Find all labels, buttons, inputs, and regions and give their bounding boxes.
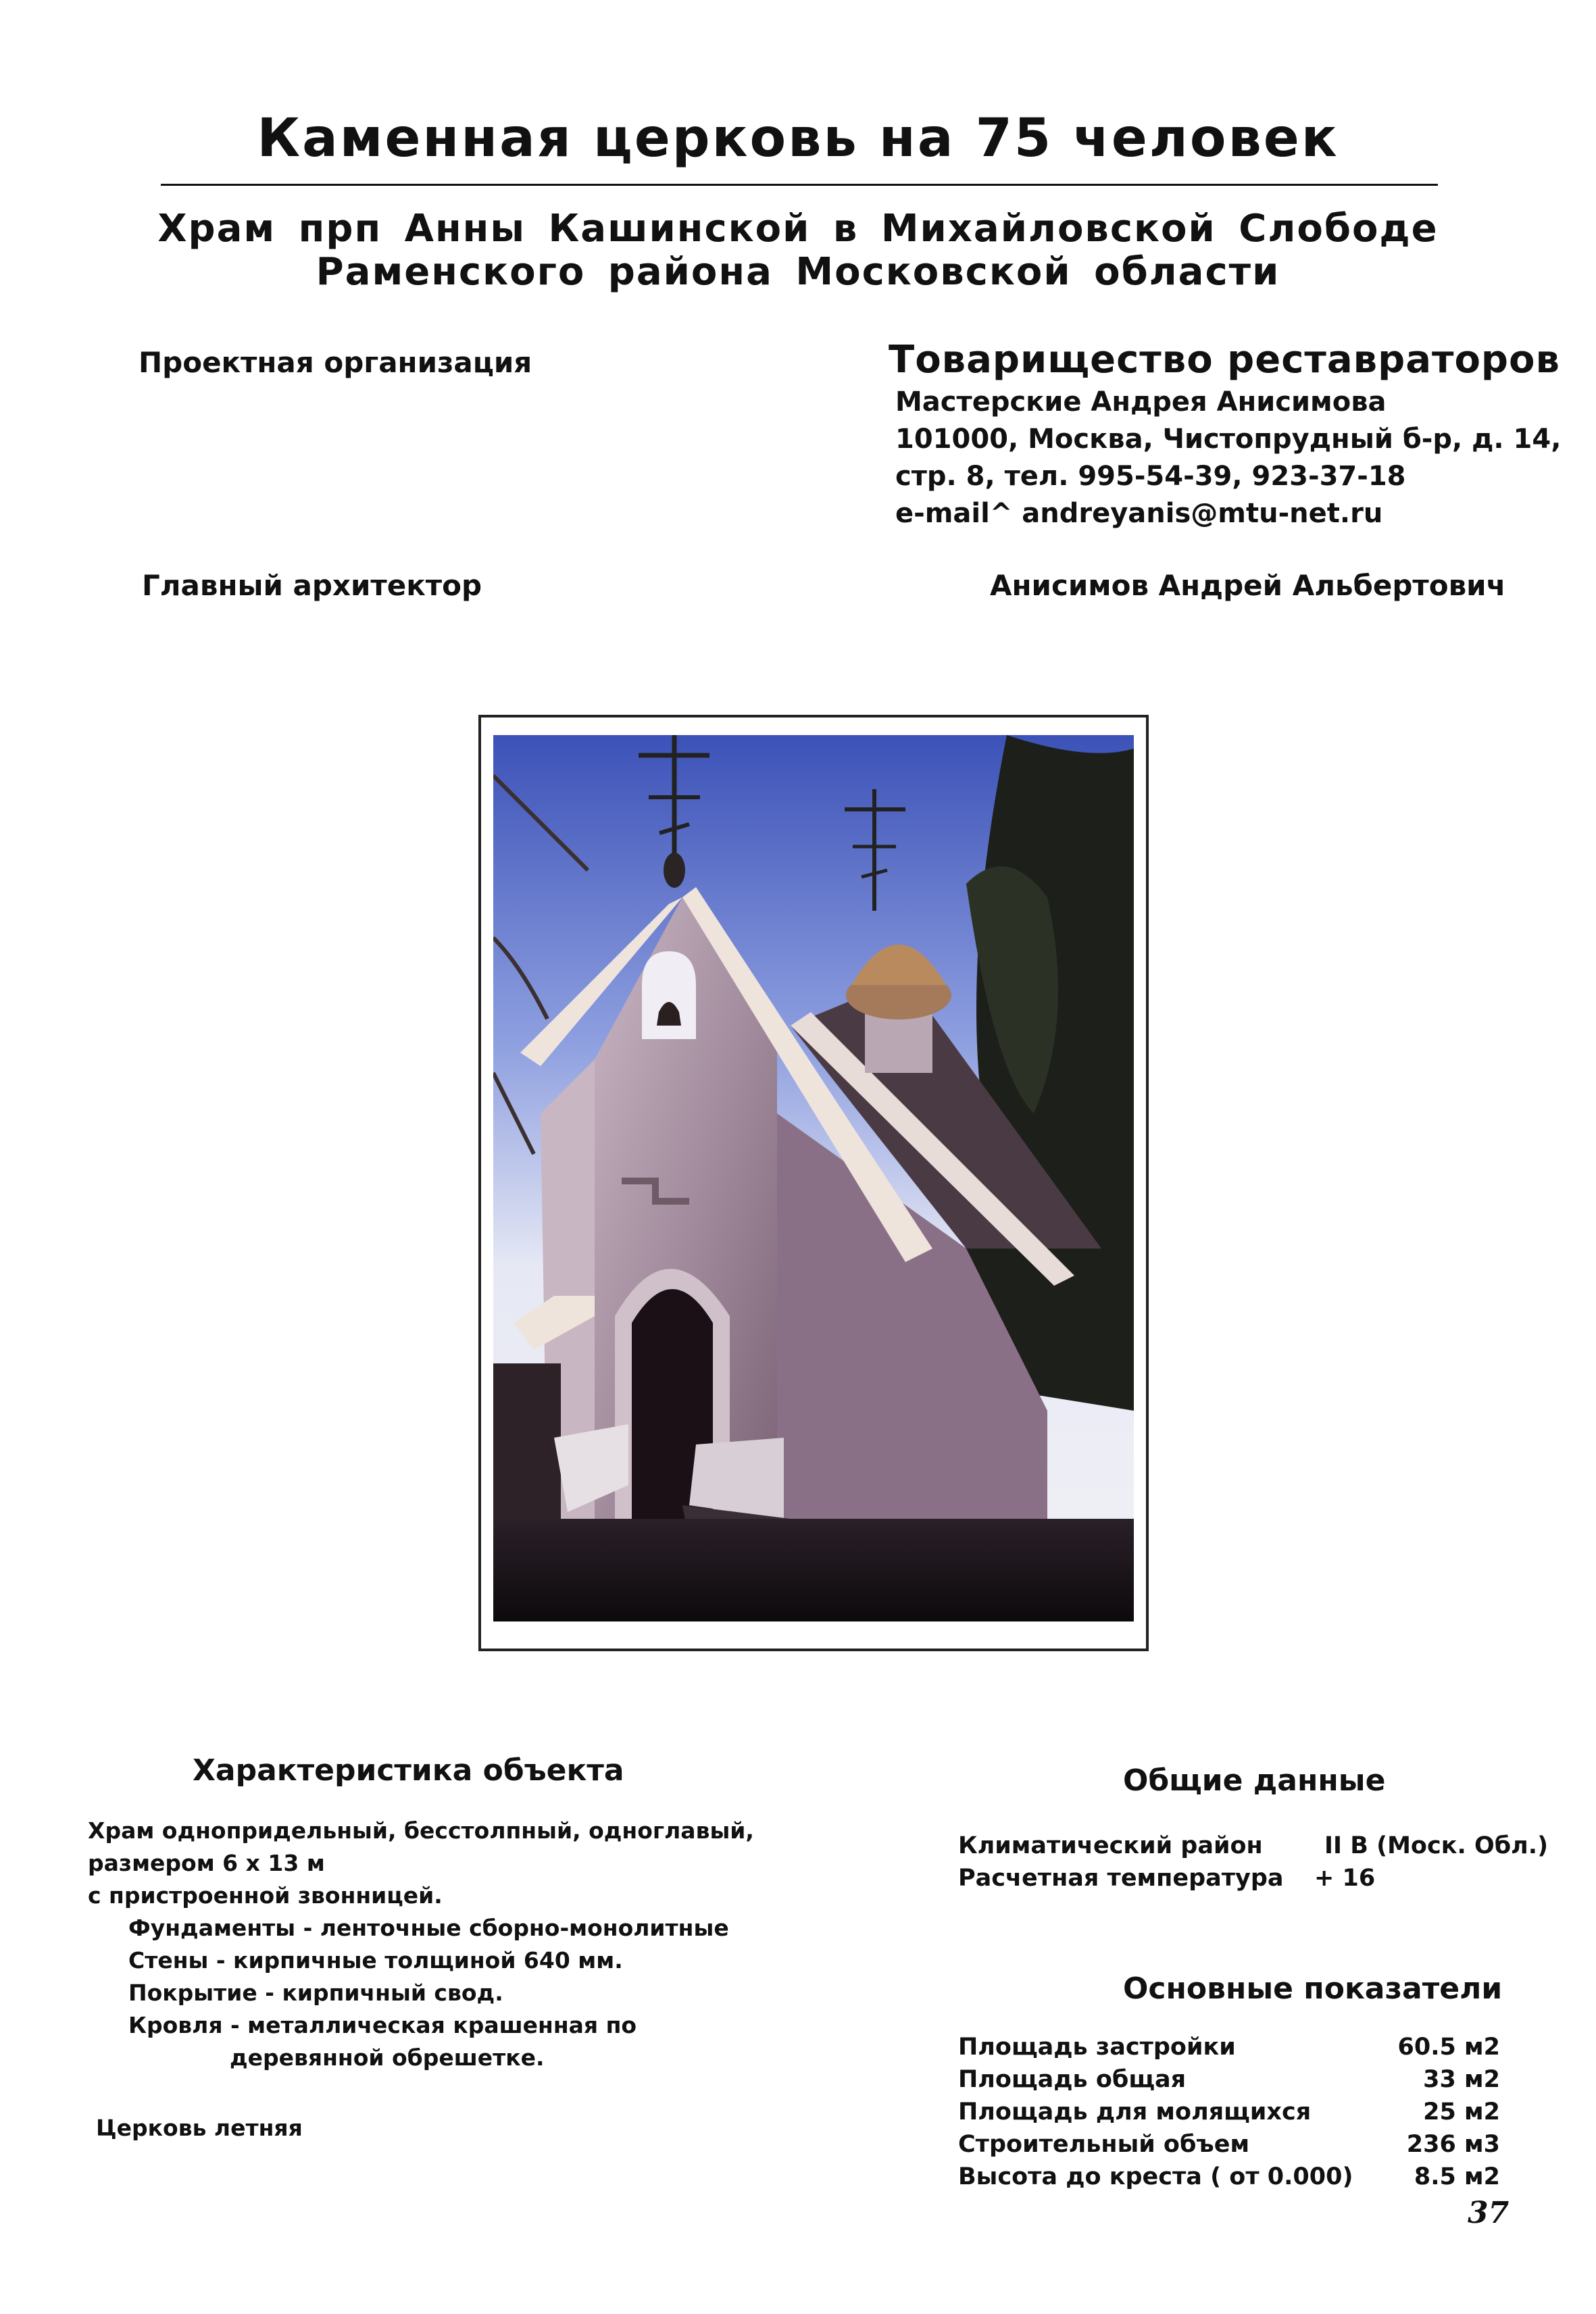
indicator-value: 60.5 м2 xyxy=(1397,2034,1500,2061)
characteristics-line: размером 6 х 13 м xyxy=(88,1850,325,1876)
general-data-value-climate: II В (Моск. Обл.) xyxy=(1324,1832,1549,1859)
characteristics-line: Храм однопридельный, бесстолпный, одноглавый, xyxy=(88,1817,754,1844)
characteristics-line: Кровля - металлическая крашенная по xyxy=(128,2012,637,2038)
general-data-value-temperature: + 16 xyxy=(1314,1865,1376,1892)
church-photo-frame xyxy=(478,715,1149,1651)
organization-phone: стр. 8, тел. 995-54-39, 923-37-18 xyxy=(895,461,1406,492)
characteristics-line: деревянной обрешетке. xyxy=(230,2044,545,2071)
indicator-label: Высота до креста ( от 0.000) xyxy=(958,2163,1353,2190)
indicator-value: 236 м3 xyxy=(1406,2131,1500,2158)
subtitle-line-2: Раменского района Московской области xyxy=(316,250,1280,294)
indicator-value: 8.5 м2 xyxy=(1414,2163,1500,2190)
general-data-label-temperature: Расчетная температура xyxy=(958,1865,1284,1892)
indicator-value: 33 м2 xyxy=(1423,2066,1500,2093)
page-number: 37 xyxy=(1468,2196,1510,2230)
subtitle-line-1: Храм прп Анны Кашинской в Михайловской Слободе xyxy=(157,207,1439,251)
church-photo xyxy=(493,735,1134,1621)
characteristics-heading: Характеристика объекта xyxy=(193,1753,624,1788)
indicator-label: Площадь застройки xyxy=(958,2034,1236,2061)
indicator-label: Площадь для молящихся xyxy=(958,2098,1312,2126)
characteristics-line: Покрытие - кирпичный свод. xyxy=(128,1980,503,2006)
characteristics-note: Церковь летняя xyxy=(96,2115,303,2141)
characteristics-line: Стены - кирпичные толщиной 640 мм. xyxy=(128,1947,623,1973)
characteristics-line: с пристроенной звонницей. xyxy=(88,1882,443,1909)
main-indicators-heading: Основные показатели xyxy=(1123,1971,1503,2006)
general-data-heading: Общие данные xyxy=(1123,1763,1386,1798)
indicator-label: Строительный объем xyxy=(958,2131,1250,2158)
organization-label: Проектная организация xyxy=(139,346,532,379)
architect-label: Главный архитектор xyxy=(142,569,482,602)
general-data-label-climate: Климатический район xyxy=(958,1832,1263,1859)
indicator-value: 25 м2 xyxy=(1423,2098,1500,2126)
characteristics-line: Фундаменты - ленточные сборно-монолитные xyxy=(128,1915,729,1941)
title-divider xyxy=(161,184,1438,186)
indicator-label: Площадь общая xyxy=(958,2066,1187,2093)
page-title: Каменная церковь на 75 человек xyxy=(257,108,1339,169)
organization-address: 101000, Москва, Чистопрудный б-р, д. 14, xyxy=(895,424,1562,455)
organization-workshop: Мастерские Андрея Анисимова xyxy=(895,386,1387,418)
organization-email: e-mail^ andreyanis@mtu-net.ru xyxy=(895,498,1383,529)
organization-name: Товарищество реставраторов xyxy=(889,338,1560,382)
architect-name: Анисимов Андрей Альбертович xyxy=(990,569,1506,602)
